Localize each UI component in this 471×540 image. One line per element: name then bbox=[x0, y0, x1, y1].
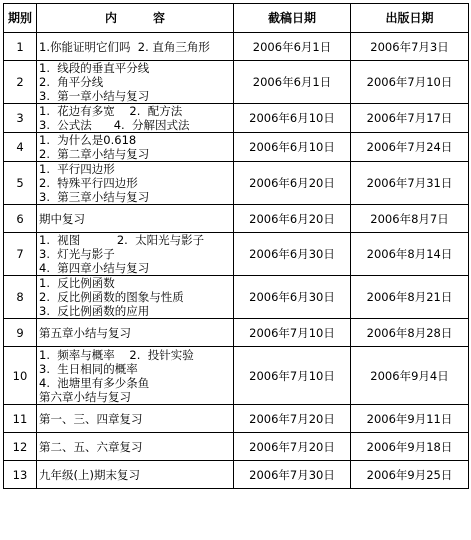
content-line: 3. 反比例函数的应用 bbox=[39, 304, 150, 318]
table-row bbox=[4, 233, 469, 276]
table-row bbox=[4, 33, 469, 61]
cell-pub-date: 2006年8月21日 bbox=[351, 276, 469, 319]
cell-pub-date: 2006年7月3日 bbox=[351, 33, 469, 61]
table-row bbox=[4, 205, 469, 233]
table-row bbox=[4, 133, 469, 162]
cell-draft-date: 2006年6月30日 bbox=[234, 233, 351, 276]
table-row bbox=[4, 405, 469, 433]
content-line: 1. 为什么是0.618 bbox=[39, 133, 137, 147]
table-row bbox=[4, 461, 469, 489]
cell-pub-date: 2006年7月31日 bbox=[351, 162, 469, 205]
content-line: 4. 第四章小结与复习 bbox=[39, 261, 150, 275]
cell-issue-no: 11 bbox=[4, 405, 37, 433]
cell-pub-date: 2006年8月14日 bbox=[351, 233, 469, 276]
cell-draft-date: 2006年7月20日 bbox=[234, 405, 351, 433]
cell-draft-date: 2006年6月20日 bbox=[234, 205, 351, 233]
cell-content bbox=[37, 233, 234, 276]
cell-content bbox=[37, 104, 234, 133]
header-content: 内 容 bbox=[37, 4, 234, 33]
cell-pub-date: 2006年9月18日 bbox=[351, 433, 469, 461]
content-line: 2. 第二章小结与复习 bbox=[39, 147, 150, 161]
content-line: 2. 反比例函数的图象与性质 bbox=[39, 290, 184, 304]
cell-draft-date: 2006年7月10日 bbox=[234, 319, 351, 347]
cell-issue-no: 4 bbox=[4, 133, 37, 162]
cell-content bbox=[37, 319, 234, 347]
table-row bbox=[4, 162, 469, 205]
header-pub-date: 出版日期 bbox=[351, 4, 469, 33]
cell-content bbox=[37, 205, 234, 233]
cell-issue-no: 6 bbox=[4, 205, 37, 233]
cell-issue-no: 13 bbox=[4, 461, 37, 489]
content-line: 1. 视图 2. 太阳光与影子 bbox=[39, 233, 205, 247]
cell-content bbox=[37, 33, 234, 61]
cell-content bbox=[37, 276, 234, 319]
cell-pub-date: 2006年7月10日 bbox=[351, 61, 469, 104]
header-row bbox=[4, 4, 469, 33]
content-line: 2. 角平分线 bbox=[39, 75, 104, 89]
table-row bbox=[4, 276, 469, 319]
cell-issue-no: 1 bbox=[4, 33, 37, 61]
cell-pub-date: 2006年9月25日 bbox=[351, 461, 469, 489]
cell-draft-date: 2006年7月20日 bbox=[234, 433, 351, 461]
cell-issue-no: 2 bbox=[4, 61, 37, 104]
schedule-table bbox=[3, 3, 469, 489]
cell-issue-no: 8 bbox=[4, 276, 37, 319]
content-line: 2. 特殊平行四边形 bbox=[39, 176, 138, 190]
cell-draft-date: 2006年6月10日 bbox=[234, 133, 351, 162]
cell-content bbox=[37, 461, 234, 489]
cell-draft-date: 2006年6月10日 bbox=[234, 104, 351, 133]
table-row bbox=[4, 347, 469, 405]
content-line: 九年级(上)期末复习 bbox=[39, 467, 140, 482]
content-line: 3. 公式法 4. 分解因式法 bbox=[39, 118, 190, 132]
cell-draft-date: 2006年6月1日 bbox=[234, 33, 351, 61]
cell-pub-date: 2006年9月11日 bbox=[351, 405, 469, 433]
cell-draft-date: 2006年6月30日 bbox=[234, 276, 351, 319]
cell-draft-date: 2006年6月1日 bbox=[234, 61, 351, 104]
cell-pub-date: 2006年7月24日 bbox=[351, 133, 469, 162]
cell-issue-no: 7 bbox=[4, 233, 37, 276]
content-line: 3. 第三章小结与复习 bbox=[39, 190, 150, 204]
cell-issue-no: 5 bbox=[4, 162, 37, 205]
cell-draft-date: 2006年6月20日 bbox=[234, 162, 351, 205]
content-line: 第六章小结与复习 bbox=[39, 389, 131, 404]
content-line: 期中复习 bbox=[39, 211, 85, 226]
header-no: 期别 bbox=[4, 4, 37, 33]
table-row bbox=[4, 61, 469, 104]
cell-content bbox=[37, 61, 234, 104]
content-line: 1. 频率与概率 2. 投针实验 bbox=[39, 347, 194, 362]
content-line: 4. 池塘里有多少条鱼 bbox=[39, 375, 150, 390]
cell-pub-date: 2006年9月4日 bbox=[351, 347, 469, 405]
content-line: 3. 灯光与影子 bbox=[39, 247, 115, 261]
cell-pub-date: 2006年8月28日 bbox=[351, 319, 469, 347]
content-line: 第二、五、六章复习 bbox=[39, 439, 143, 454]
table-row bbox=[4, 104, 469, 133]
cell-pub-date: 2006年8月7日 bbox=[351, 205, 469, 233]
content-line: 1.你能证明它们吗 2. 直角三角形 bbox=[39, 39, 210, 54]
content-line: 1. 线段的垂直平分线 bbox=[39, 61, 150, 75]
cell-content bbox=[37, 405, 234, 433]
cell-issue-no: 9 bbox=[4, 319, 37, 347]
header-draft-date: 截稿日期 bbox=[234, 4, 351, 33]
cell-draft-date: 2006年7月30日 bbox=[234, 461, 351, 489]
content-line: 1. 反比例函数 bbox=[39, 276, 115, 290]
content-line: 3. 第一章小结与复习 bbox=[39, 89, 150, 103]
cell-pub-date: 2006年7月17日 bbox=[351, 104, 469, 133]
cell-issue-no: 12 bbox=[4, 433, 37, 461]
table-row bbox=[4, 319, 469, 347]
table-row bbox=[4, 433, 469, 461]
content-line: 3. 生日相同的概率 bbox=[39, 361, 138, 376]
cell-content bbox=[37, 433, 234, 461]
cell-draft-date: 2006年7月10日 bbox=[234, 347, 351, 405]
cell-content bbox=[37, 133, 234, 162]
content-line: 第一、三、四章复习 bbox=[39, 411, 143, 426]
table-body bbox=[4, 33, 469, 489]
content-line: 第五章小结与复习 bbox=[39, 325, 131, 340]
content-line: 1. 平行四边形 bbox=[39, 162, 115, 176]
cell-content bbox=[37, 347, 234, 405]
cell-issue-no: 10 bbox=[4, 347, 37, 405]
cell-issue-no: 3 bbox=[4, 104, 37, 133]
cell-content bbox=[37, 162, 234, 205]
content-line: 1. 花边有多宽 2. 配方法 bbox=[39, 104, 183, 118]
